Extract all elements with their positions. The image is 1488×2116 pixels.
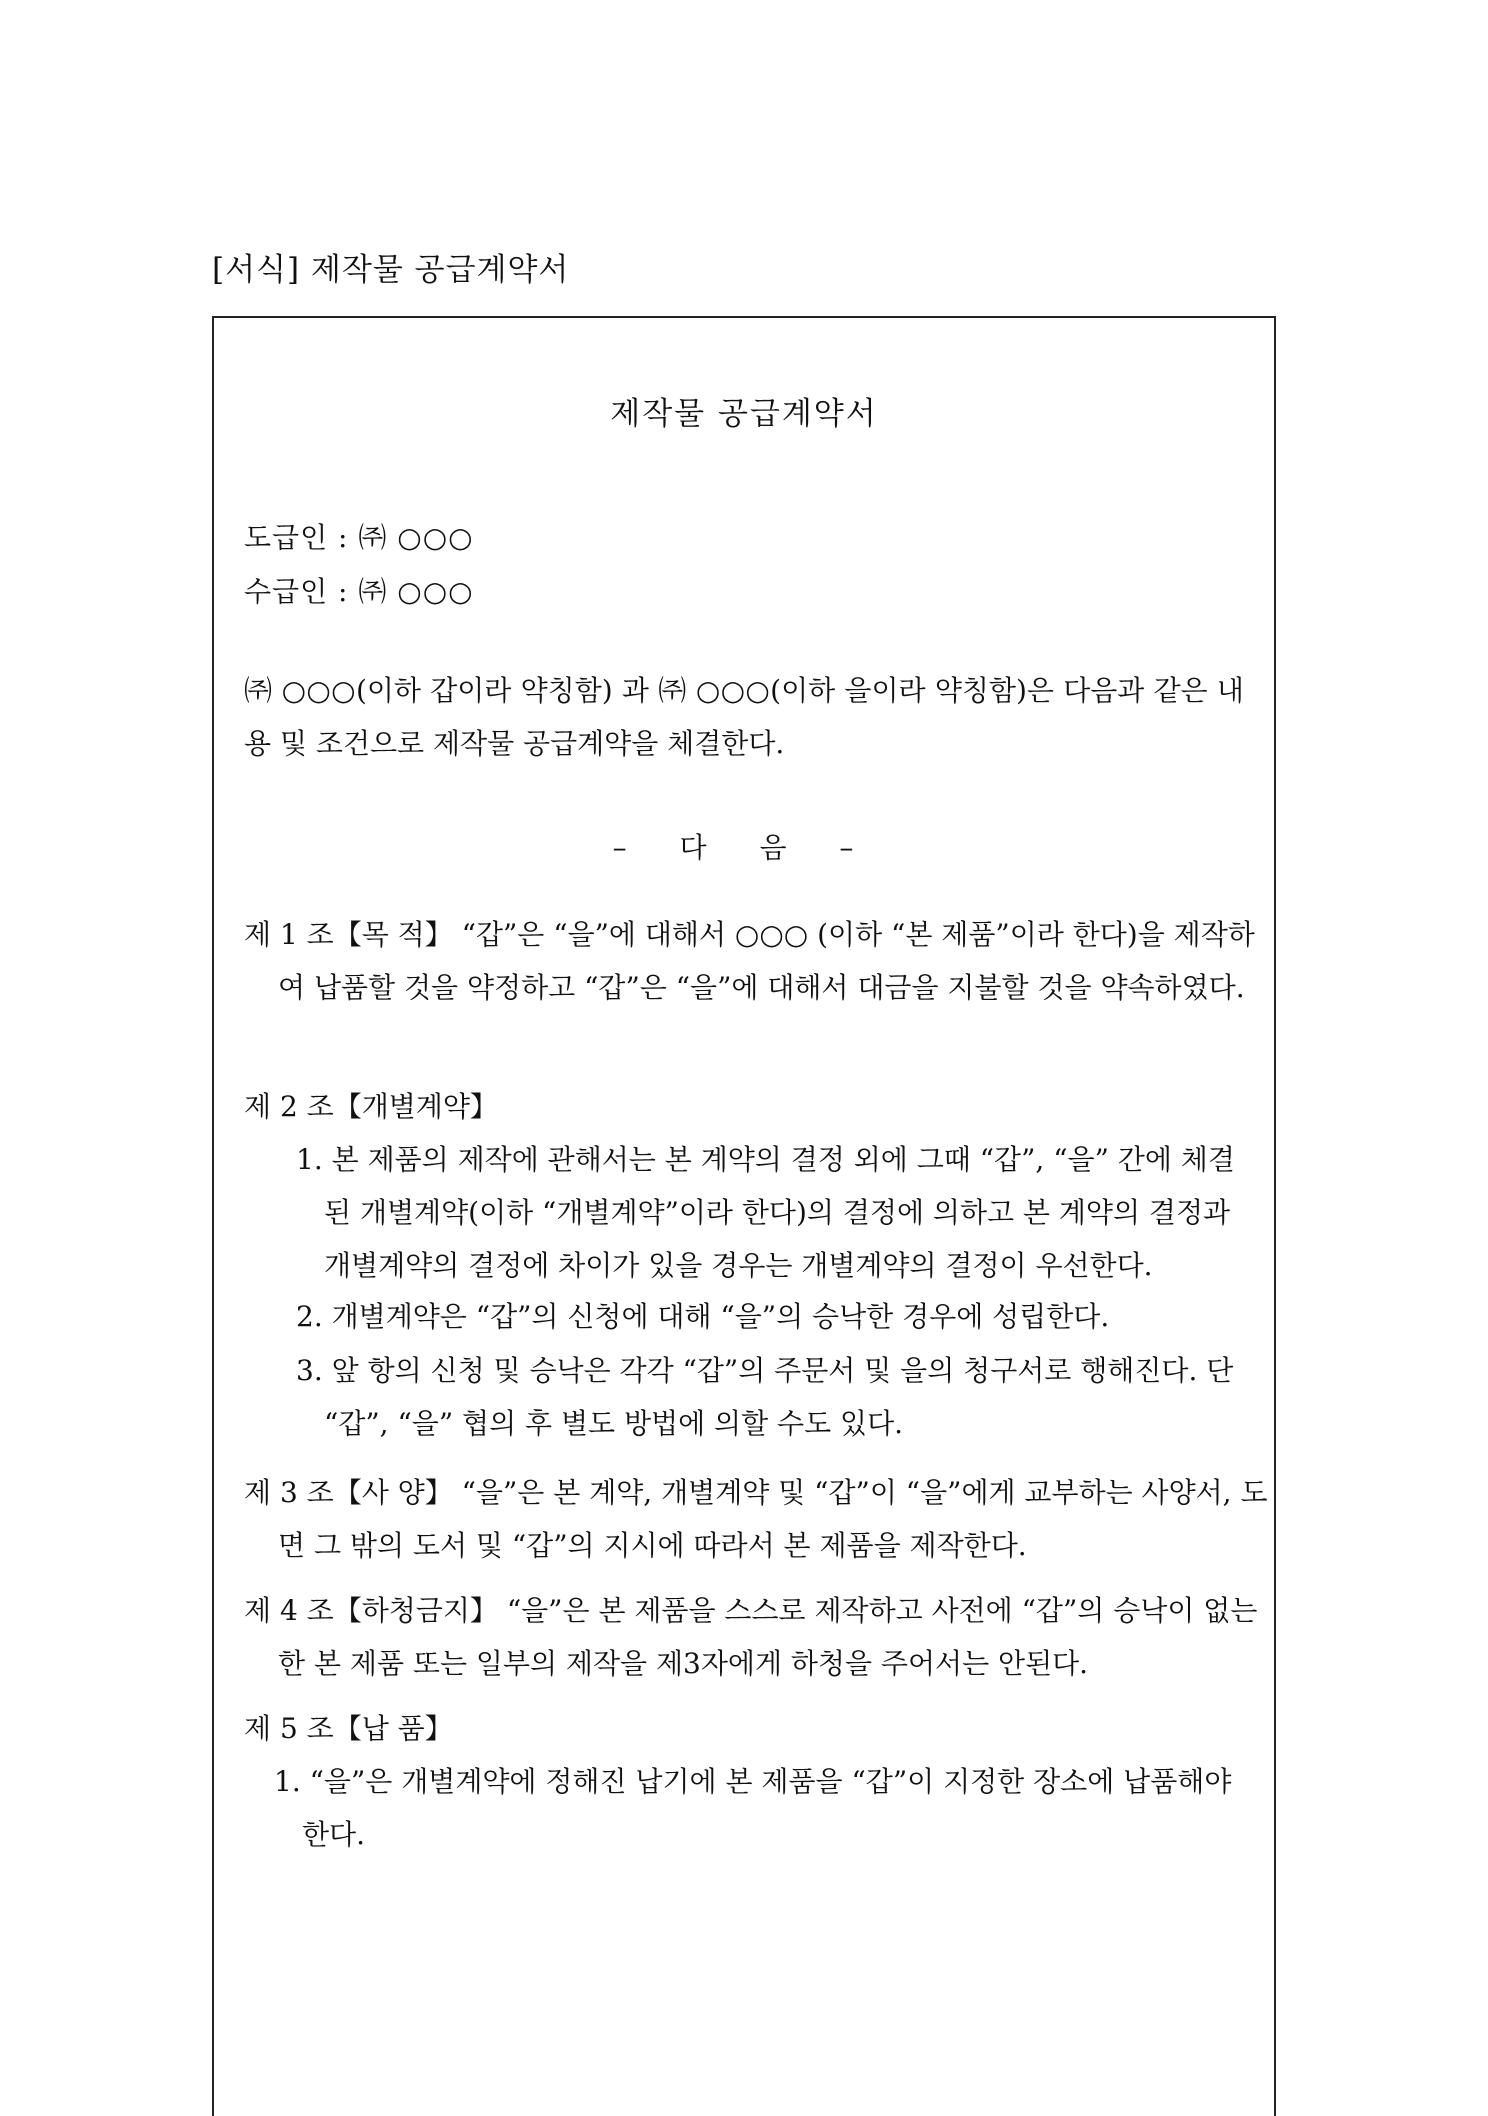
intro-paragraph: ㈜ ○○○(이하 갑이라 약칭함) 과 ㈜ ○○○(이하 을이라 약칭함)은 다음과 같은 내용 및 조건으로 제작물 공급계약을 체결한다.	[244, 674, 1244, 760]
article-2-heading	[244, 1080, 1244, 1133]
separator-heading: – 다 음 –	[612, 831, 876, 864]
client-line: 도급인 : ㈜ ○○○	[244, 521, 474, 554]
article-5-item-1: 1. “을”은 개별계약에 정해진 납기에 본 제품을 “갑”이 지정한 장소에 납품해야 한다.	[274, 1765, 1232, 1851]
contract-frame	[212, 316, 1276, 2116]
article-4-text: “을”은 본 제품을 스스로 제작하고 사전에 “갑”의 승낙이 없는 한 본 제품 또는 일부의 제작을 제3자에게 하청을 주어서는 안된다.	[278, 1594, 1258, 1680]
article-2-heading-text: 제 2 조【개별계약】	[244, 1090, 498, 1123]
article-1-text: “갑”은 “을”에 대해서 ○○○ (이하 “본 제품”이라 한다)을 제작하여 납품할 것을 약정하고 “갑”은 “을”에 대해서 대금을 지불할 것을 약속하였다.	[278, 918, 1255, 1004]
form-caption: [서식] 제작물 공급계약서	[212, 252, 570, 288]
article-1-heading: 제 1 조【목 적】	[244, 918, 453, 951]
article-3	[244, 1466, 1278, 1572]
article-1	[244, 908, 1278, 1014]
article-2-item-1: 1. 본 제품의 제작에 관해서는 본 계약의 결정 외에 그때 “갑”, “을” 간에 체결된 개별계약(이하 “개별계약”이라 한다)의 결정에 의하고 본 계약의 결정과 개별계약의 결정에 차이가 있을 경우는 개별계약의 결정이 우선한다.	[296, 1143, 1235, 1282]
article-5-heading	[244, 1702, 1244, 1755]
article-2-item-2: 2. 개별계약은 “갑”의 신청에 대해 “을”의 승낙한 경우에 성립한다.	[296, 1300, 1110, 1333]
article-3-heading: 제 3 조【사 양】	[244, 1476, 453, 1509]
article-2-item-3: 3. 앞 항의 신청 및 승낙은 각각 “갑”의 주문서 및 을의 청구서로 행해진다. 단 “갑”, “을” 협의 후 별도 방법에 의할 수도 있다.	[296, 1354, 1234, 1440]
article-3-text: “을”은 본 계약, 개별계약 및 “갑”이 “을”에게 교부하는 사양서, 도면 그 밖의 도서 및 “갑”의 지시에 따라서 본 제품을 제작한다.	[278, 1476, 1268, 1562]
article-5-heading-text: 제 5 조【납 품】	[244, 1712, 453, 1745]
article-4	[244, 1584, 1278, 1690]
contract-title: 제작물 공급계약서	[610, 396, 878, 432]
article-4-heading: 제 4 조【하청금지】	[244, 1594, 498, 1627]
contractor-line: 수급인 : ㈜ ○○○	[244, 575, 474, 608]
